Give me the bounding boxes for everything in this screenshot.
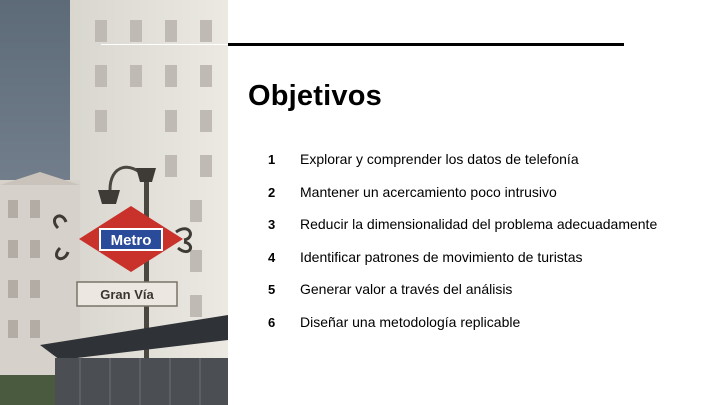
street-sign-text: Gran Vía	[100, 287, 154, 302]
objective-text: Diseñar una metodología replicable	[300, 313, 521, 330]
objective-number: 1	[268, 152, 276, 167]
objective-text: Generar valor a través del análisis	[300, 281, 513, 298]
header-rule-light	[101, 44, 228, 45]
objective-number: 5	[268, 282, 276, 298]
objective-text: Reducir la dimensionalidad del problema adecuadamente	[300, 216, 658, 233]
objective-item	[268, 314, 698, 347]
objective-number: 2	[268, 184, 276, 200]
objective-text: Identificar patrones de movimiento de turistas	[300, 248, 583, 265]
objective-number: 6	[268, 314, 276, 330]
objective-item	[268, 184, 698, 217]
objective-item	[268, 216, 698, 249]
objective-item	[268, 249, 698, 282]
objective-text: Explorar y comprender los datos de telefonía	[300, 151, 579, 167]
metro-sign-text: Metro	[110, 232, 152, 249]
objective-text: Mantener un acercamiento poco intrusivo	[300, 183, 557, 200]
slide-title: Objetivos	[248, 80, 382, 112]
header-rule	[228, 43, 624, 46]
objective-item	[268, 151, 698, 184]
objective-number: 3	[268, 217, 276, 233]
gran-via-metro-photo	[0, 0, 228, 405]
objectives-list	[268, 151, 698, 347]
objective-item	[268, 281, 698, 314]
objective-number: 4	[268, 249, 276, 265]
